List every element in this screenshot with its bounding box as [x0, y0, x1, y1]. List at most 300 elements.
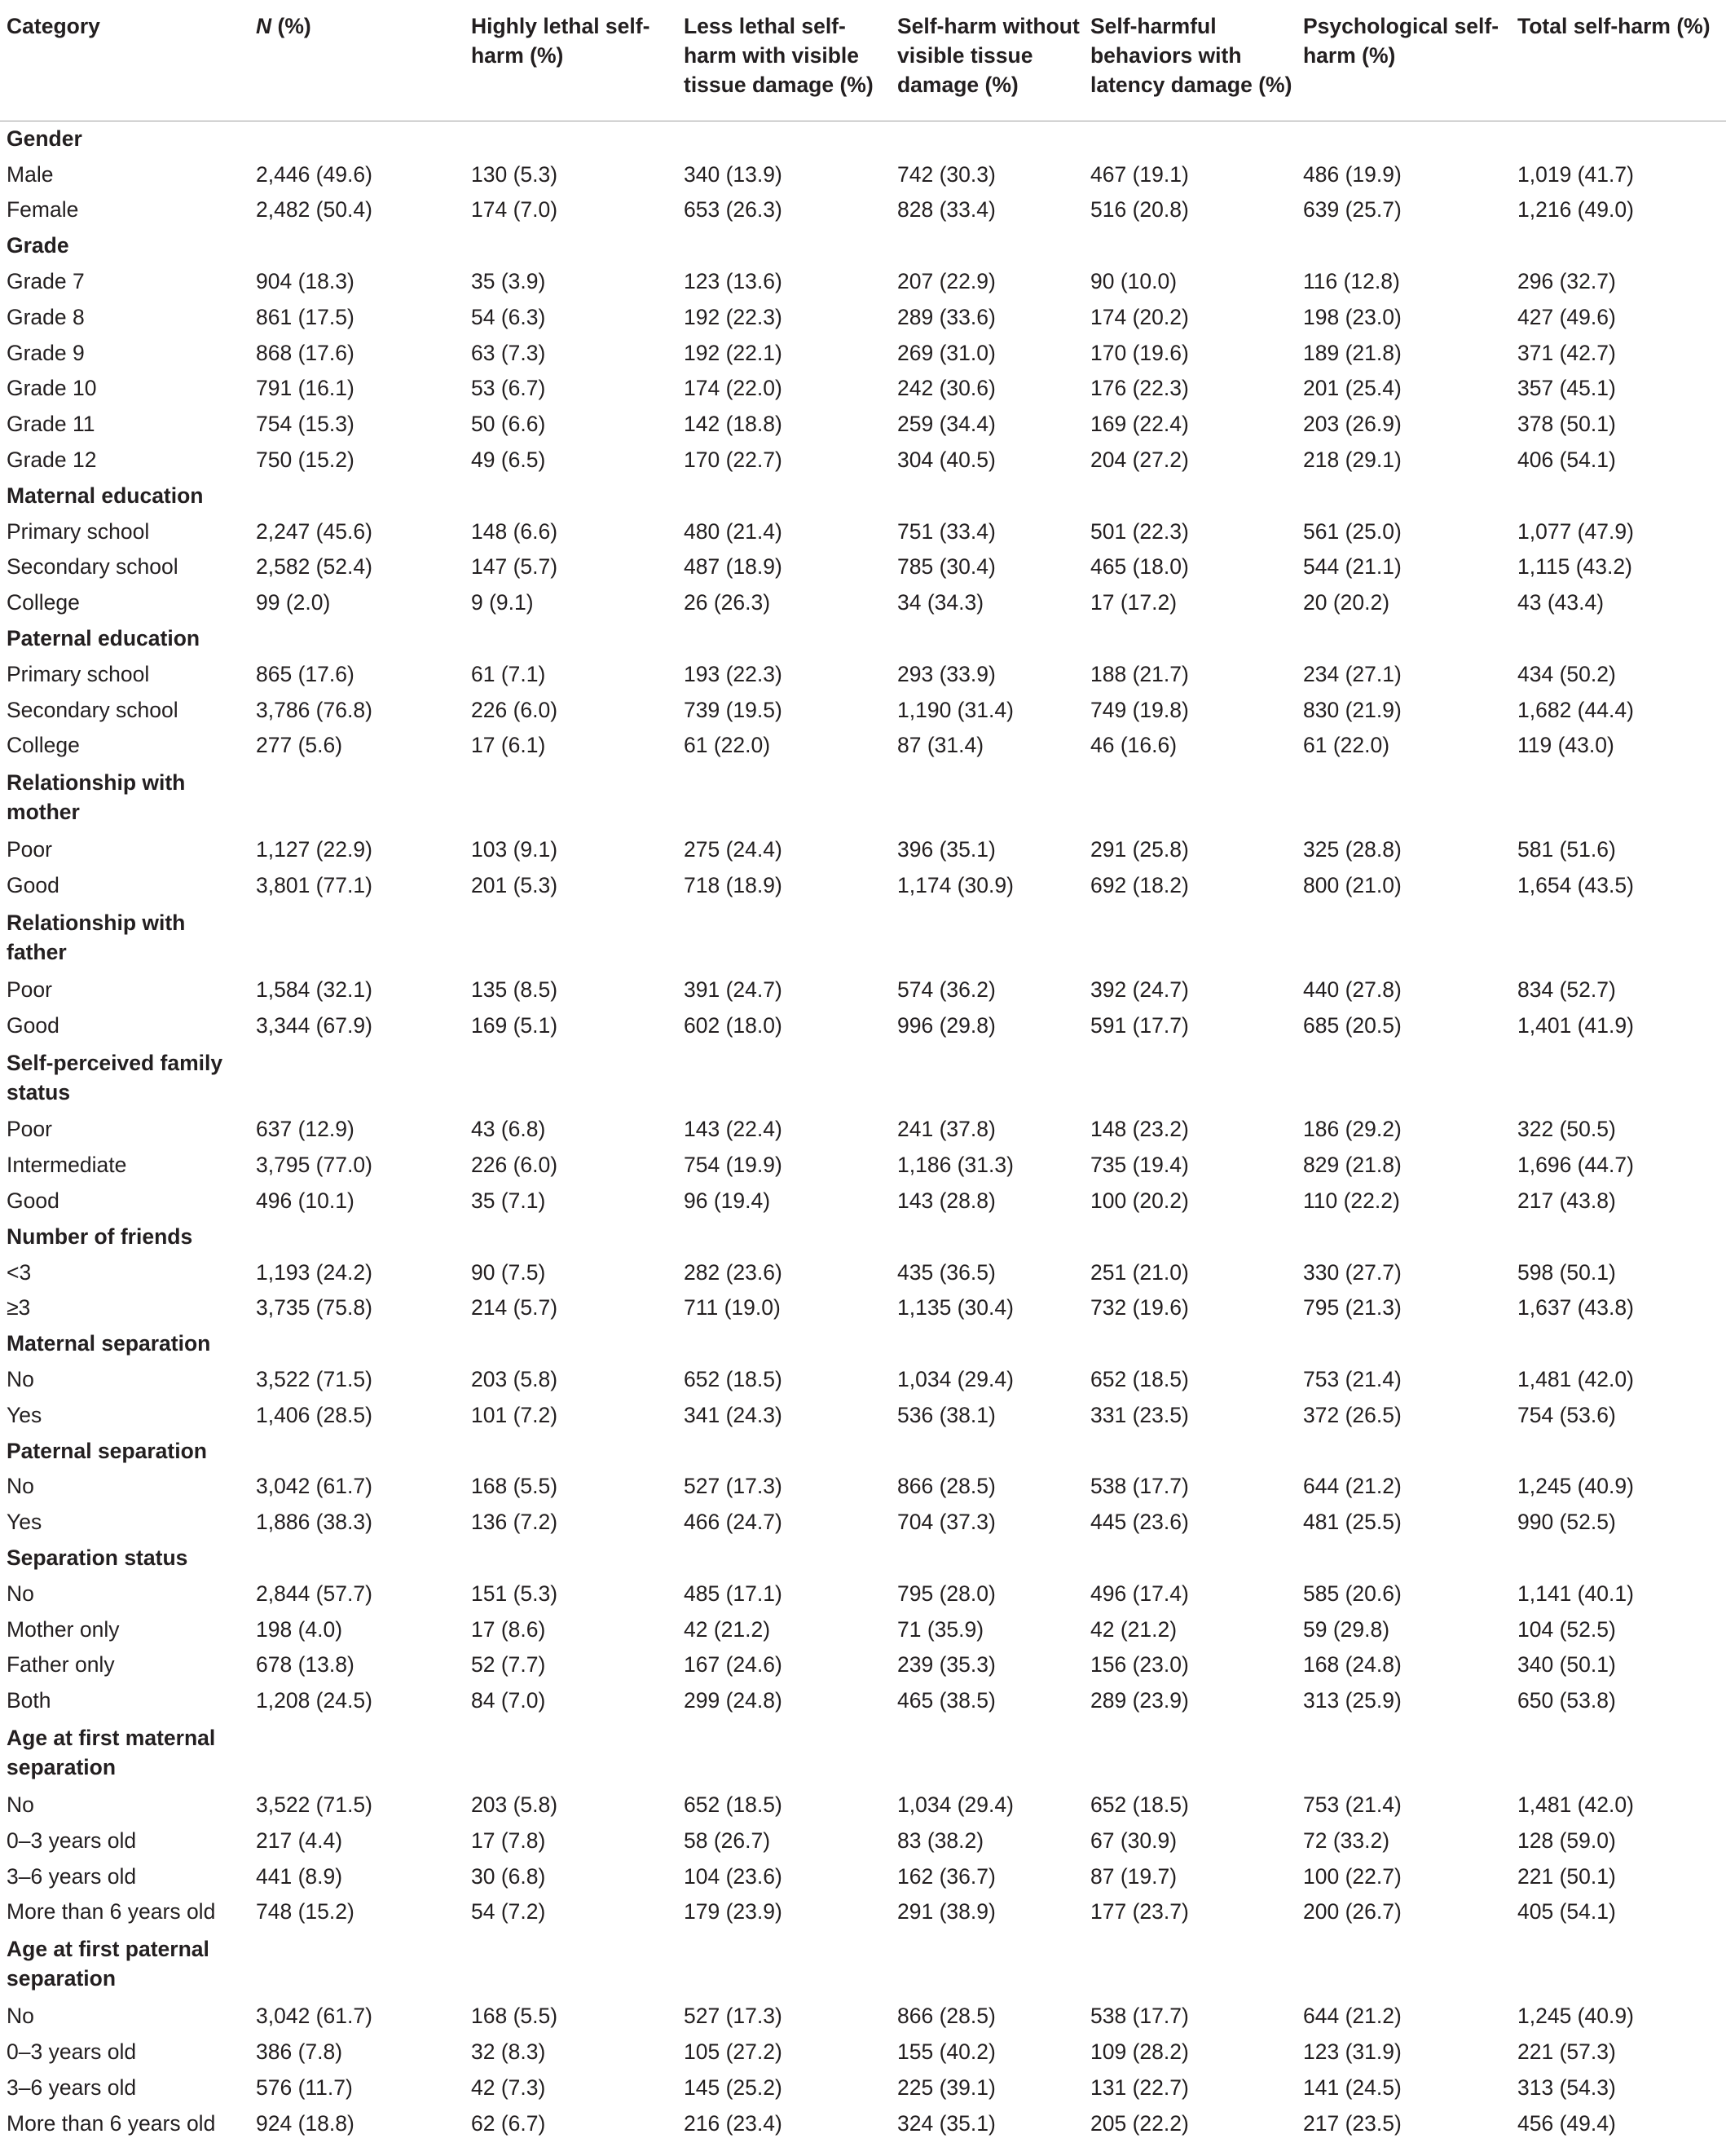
table-cell: 214 (5.7): [471, 1295, 558, 1320]
empty-cell: [891, 1433, 1084, 1469]
table-cell: 54 (7.2): [471, 1899, 546, 1925]
table-cell: 1,682 (44.4): [1517, 697, 1634, 722]
table-cell: 87 (31.4): [897, 733, 984, 758]
row-label: More than 6 years old: [7, 2110, 216, 2136]
row-label: Primary school: [7, 518, 150, 544]
table-cell: 49 (6.5): [471, 448, 546, 473]
table-row: [0, 1290, 1726, 1326]
table-cell: 169 (5.1): [471, 1012, 558, 1038]
table-row: [0, 1397, 1726, 1433]
table-cell: 754 (53.6): [1517, 1402, 1616, 1427]
table-cell: 536 (38.1): [897, 1402, 996, 1427]
table-cell: 313 (54.3): [1517, 2074, 1616, 2100]
table-cell: 692 (18.2): [1090, 873, 1189, 898]
table-cell: 42 (7.3): [471, 2074, 546, 2100]
table-row: [0, 584, 1726, 620]
table-cell: 221 (57.3): [1517, 2039, 1616, 2064]
table-cell: 996 (29.8): [897, 1012, 996, 1038]
table-row: [0, 1183, 1726, 1219]
table-cell: 61 (7.1): [471, 661, 546, 686]
table-row: [0, 442, 1726, 478]
table-cell: 226 (6.0): [471, 697, 558, 722]
table-cell: 67 (30.9): [1090, 1828, 1178, 1853]
row-label: No: [7, 1581, 34, 1606]
row-label: Good: [7, 873, 59, 898]
table-cell: 167 (24.6): [684, 1652, 782, 1678]
table-cell: 104 (23.6): [684, 1863, 782, 1889]
table-cell: 162 (36.7): [897, 1863, 996, 1889]
table-cell: 123 (13.6): [684, 269, 782, 294]
empty-cell: [1297, 478, 1511, 514]
table-cell: 17 (7.8): [471, 1828, 546, 1853]
table-cell: 1,019 (41.7): [1517, 161, 1634, 187]
table-cell: 829 (21.8): [1303, 1153, 1402, 1178]
table-cell: 341 (24.3): [684, 1402, 782, 1427]
row-label: No: [7, 2004, 34, 2029]
table-cell: 177 (23.7): [1090, 1899, 1189, 1925]
table-cell: 866 (28.5): [897, 1474, 996, 1499]
table-cell: 785 (30.4): [897, 554, 996, 580]
empty-cell: [249, 227, 465, 263]
section-title: Gender: [7, 126, 82, 152]
table-row: [0, 2105, 1726, 2141]
section-title: Maternal separation: [7, 1331, 211, 1356]
section-title: Relationship with mother: [7, 770, 186, 825]
empty-cell: [891, 1219, 1084, 1254]
table-row: [0, 1254, 1726, 1290]
table-cell: 3,795 (77.0): [256, 1153, 372, 1178]
table-cell: 516 (20.8): [1090, 197, 1189, 223]
empty-cell: [891, 478, 1084, 514]
table-cell: 141 (24.5): [1303, 2074, 1402, 2100]
empty-cell: [1511, 478, 1726, 514]
table-cell: 119 (43.0): [1517, 733, 1614, 758]
empty-cell: [1511, 1718, 1726, 1787]
empty-cell: [465, 620, 677, 656]
table-cell: 795 (21.3): [1303, 1295, 1402, 1320]
table-cell: 391 (24.7): [684, 977, 782, 1002]
empty-cell: [677, 1043, 891, 1112]
table-cell: 61 (22.0): [684, 733, 771, 758]
table-cell: 1,115 (43.2): [1517, 554, 1632, 580]
section-title: Number of friends: [7, 1223, 193, 1249]
table-cell: 406 (54.1): [1517, 448, 1616, 473]
empty-cell: [249, 1929, 465, 1998]
table-cell: 331 (23.5): [1090, 1402, 1189, 1427]
empty-cell: [1511, 1043, 1726, 1112]
table-cell: 828 (33.4): [897, 197, 996, 223]
table-cell: 61 (22.0): [1303, 733, 1390, 758]
empty-cell: [1297, 1433, 1511, 1469]
table-cell: 148 (23.2): [1090, 1117, 1189, 1142]
row-label: Grade 8: [7, 304, 85, 329]
table-cell: 1,077 (47.9): [1517, 518, 1634, 544]
table-row: [0, 1007, 1726, 1043]
empty-cell: [465, 1929, 677, 1998]
table-cell: 201 (5.3): [471, 873, 558, 898]
table-cell: 105 (27.2): [684, 2039, 782, 2064]
table-cell: 72 (33.2): [1303, 1828, 1390, 1853]
row-label: More than 6 years old: [7, 1899, 216, 1925]
table-cell: 116 (12.8): [1303, 269, 1400, 294]
table-cell: 392 (24.7): [1090, 977, 1189, 1002]
empty-cell: [891, 1929, 1084, 1998]
empty-cell: [891, 227, 1084, 263]
table-cell: 602 (18.0): [684, 1012, 782, 1038]
empty-cell: [891, 121, 1084, 157]
empty-cell: [1511, 121, 1726, 157]
table-cell: 90 (7.5): [471, 1259, 546, 1285]
table-cell: 576 (11.7): [256, 2074, 353, 2100]
empty-cell: [1084, 1043, 1297, 1112]
table-cell: 585 (20.6): [1303, 1581, 1402, 1606]
empty-cell: [465, 1325, 677, 1361]
table-cell: 269 (31.0): [897, 340, 996, 365]
empty-cell: [1511, 1540, 1726, 1576]
empty-cell: [677, 1433, 891, 1469]
table-cell: 234 (27.1): [1303, 661, 1402, 686]
header-highly-lethal: Highly lethal self-harm (%): [465, 0, 677, 121]
table-cell: 96 (19.4): [684, 1188, 771, 1214]
table-cell: 1,190 (31.4): [897, 697, 1014, 722]
table-cell: 203 (26.9): [1303, 412, 1402, 437]
table-row: [0, 1858, 1726, 1894]
empty-cell: [1084, 1540, 1297, 1576]
empty-cell: [1297, 903, 1511, 972]
section-header-row: [0, 1043, 1726, 1112]
table-cell: 652 (18.5): [1090, 1367, 1189, 1391]
table-cell: 151 (5.3): [471, 1581, 558, 1606]
table-cell: 324 (35.1): [897, 2110, 996, 2136]
table-cell: 1,584 (32.1): [256, 977, 372, 1002]
table-cell: 678 (13.8): [256, 1652, 354, 1678]
table-cell: 170 (19.6): [1090, 340, 1189, 365]
row-label: 0–3 years old: [7, 1828, 137, 1853]
table-row: [0, 656, 1726, 692]
table-cell: 340 (50.1): [1517, 1652, 1616, 1678]
row-label: Grade 10: [7, 376, 97, 401]
table-cell: 1,637 (43.8): [1517, 1295, 1634, 1320]
table-cell: 704 (37.3): [897, 1510, 996, 1535]
table-cell: 330 (27.7): [1303, 1259, 1402, 1285]
table-cell: 861 (17.5): [256, 304, 354, 329]
empty-cell: [1511, 1325, 1726, 1361]
table-cell: 205 (22.2): [1090, 2110, 1189, 2136]
table-cell: 434 (50.2): [1517, 661, 1616, 686]
table-cell: 71 (35.9): [897, 1616, 984, 1642]
table-cell: 2,582 (52.4): [256, 554, 372, 580]
empty-cell: [677, 227, 891, 263]
table-cell: 440 (27.8): [1303, 977, 1402, 1002]
table-cell: 226 (6.0): [471, 1153, 558, 1178]
table-cell: 3,735 (75.8): [256, 1295, 372, 1320]
table-cell: 2,844 (57.7): [256, 1581, 372, 1606]
table-cell: 465 (18.0): [1090, 554, 1189, 580]
table-cell: 217 (4.4): [256, 1828, 343, 1853]
table-cell: 186 (29.2): [1303, 1117, 1402, 1142]
table-cell: 291 (25.8): [1090, 837, 1189, 862]
empty-cell: [1511, 763, 1726, 831]
table-cell: 52 (7.7): [471, 1652, 546, 1678]
table-row: [0, 157, 1726, 192]
empty-cell: [891, 1718, 1084, 1787]
table-cell: 218 (29.1): [1303, 448, 1402, 473]
empty-cell: [1297, 620, 1511, 656]
table-cell: 441 (8.9): [256, 1863, 343, 1889]
table-cell: 739 (19.5): [684, 697, 782, 722]
table-cell: 396 (35.1): [897, 837, 996, 862]
section-title: Paternal education: [7, 626, 200, 651]
section-header-row: [0, 903, 1726, 972]
table-row: [0, 1998, 1726, 2034]
empty-cell: [677, 1219, 891, 1254]
table-cell: 217 (23.5): [1303, 2110, 1402, 2136]
empty-cell: [677, 1929, 891, 1998]
empty-cell: [1297, 227, 1511, 263]
table-cell: 1,481 (42.0): [1517, 1367, 1634, 1391]
table-cell: 2,446 (49.6): [256, 161, 372, 187]
table-row: [0, 867, 1726, 903]
table-cell: 259 (34.4): [897, 412, 996, 437]
table-cell: 84 (7.0): [471, 1688, 546, 1713]
table-cell: 538 (17.7): [1090, 1474, 1189, 1499]
section-header-row: [0, 763, 1726, 831]
table-row: [0, 1112, 1726, 1148]
table-cell: 188 (21.7): [1090, 661, 1189, 686]
section-header-row: [0, 1433, 1726, 1469]
table-cell: 289 (33.6): [897, 304, 996, 329]
table-cell: 142 (18.8): [684, 412, 782, 437]
table-cell: 3,522 (71.5): [256, 1792, 372, 1817]
table-cell: 174 (22.0): [684, 376, 782, 401]
row-label: Grade 9: [7, 340, 85, 365]
table-cell: 17 (6.1): [471, 733, 546, 758]
table-cell: 467 (19.1): [1090, 161, 1189, 187]
table-cell: 100 (22.7): [1303, 1863, 1402, 1889]
table-row: [0, 692, 1726, 728]
table-cell: 204 (27.2): [1090, 448, 1189, 473]
table-cell: 1,406 (28.5): [256, 1402, 372, 1427]
table-cell: 1,216 (49.0): [1517, 197, 1634, 223]
row-label: Yes: [7, 1402, 42, 1427]
table-row: [0, 1787, 1726, 1823]
table-cell: 1,654 (43.5): [1517, 873, 1634, 898]
table-cell: 637 (12.9): [256, 1117, 354, 1142]
table-cell: 145 (25.2): [684, 2074, 782, 2100]
table-cell: 405 (54.1): [1517, 1899, 1616, 1925]
header-category: Category: [0, 0, 249, 121]
table-cell: 101 (7.2): [471, 1402, 558, 1427]
empty-cell: [1084, 1325, 1297, 1361]
table-cell: 100 (20.2): [1090, 1188, 1189, 1214]
table-cell: 99 (2.0): [256, 590, 331, 615]
empty-cell: [1084, 1219, 1297, 1254]
table-cell: 304 (40.5): [897, 448, 996, 473]
empty-cell: [891, 903, 1084, 972]
table-cell: 216 (23.4): [684, 2110, 782, 2136]
table-row: [0, 263, 1726, 299]
table-cell: 924 (18.8): [256, 2110, 354, 2136]
row-label: Good: [7, 1188, 59, 1214]
table-cell: 598 (50.1): [1517, 1259, 1616, 1285]
table-cell: 1,245 (40.9): [1517, 1474, 1634, 1499]
table-cell: 1,135 (30.4): [897, 1295, 1014, 1320]
table-cell: 865 (17.6): [256, 661, 354, 686]
table-cell: 221 (50.1): [1517, 1863, 1616, 1889]
table-cell: 241 (37.8): [897, 1117, 996, 1142]
table-cell: 30 (6.8): [471, 1863, 546, 1889]
table-cell: 322 (50.5): [1517, 1117, 1616, 1142]
table-cell: 293 (33.9): [897, 661, 996, 686]
row-label: 3–6 years old: [7, 2074, 137, 2100]
empty-cell: [465, 903, 677, 972]
table-cell: 58 (26.7): [684, 1828, 771, 1853]
header-latency-damage: Self-harmful behaviors with latency damage (%): [1084, 0, 1297, 121]
row-label: 0–3 years old: [7, 2039, 137, 2064]
table-row: [0, 1147, 1726, 1183]
table-row: [0, 299, 1726, 335]
table-cell: 128 (59.0): [1517, 1828, 1616, 1853]
table-row: [0, 1469, 1726, 1505]
table-cell: 3,786 (76.8): [256, 697, 372, 722]
table-cell: 485 (17.1): [684, 1581, 782, 1606]
empty-cell: [465, 1718, 677, 1787]
table-cell: 3,522 (71.5): [256, 1367, 372, 1391]
table-cell: 179 (23.9): [684, 1899, 782, 1925]
table-cell: 3,042 (61.7): [256, 2004, 372, 2029]
table-cell: 800 (21.0): [1303, 873, 1402, 898]
row-label: Primary school: [7, 661, 150, 686]
section-header-row: [0, 227, 1726, 263]
table-row: [0, 1894, 1726, 1929]
table-cell: 711 (19.0): [684, 1295, 781, 1320]
table-cell: 156 (23.0): [1090, 1652, 1189, 1678]
table-cell: 34 (34.3): [897, 590, 984, 615]
table-cell: 143 (22.4): [684, 1117, 782, 1142]
table-cell: 168 (5.5): [471, 1474, 558, 1499]
row-label: Poor: [7, 1117, 52, 1142]
table-cell: 203 (5.8): [471, 1792, 558, 1817]
table-body: [0, 121, 1726, 2141]
empty-cell: [249, 1043, 465, 1112]
empty-cell: [1511, 903, 1726, 972]
table-row: [0, 549, 1726, 585]
table-cell: 650 (53.8): [1517, 1688, 1616, 1713]
section-header-row: [0, 1718, 1726, 1787]
row-label: Male: [7, 161, 54, 187]
empty-cell: [1511, 227, 1726, 263]
empty-cell: [1084, 903, 1297, 972]
table-cell: 217 (43.8): [1517, 1188, 1616, 1214]
table-cell: 189 (21.8): [1303, 340, 1402, 365]
table-cell: 299 (24.8): [684, 1688, 782, 1713]
table-cell: 130 (5.3): [471, 161, 558, 187]
table-cell: 2,482 (50.4): [256, 197, 372, 223]
row-label: Secondary school: [7, 554, 178, 580]
empty-cell: [465, 121, 677, 157]
empty-cell: [465, 763, 677, 831]
table-cell: 751 (33.4): [897, 518, 996, 544]
row-label: Female: [7, 197, 79, 223]
row-label: Poor: [7, 977, 52, 1002]
table-cell: 3,801 (77.1): [256, 873, 372, 898]
table-row: [0, 1682, 1726, 1718]
table-cell: 32 (8.3): [471, 2039, 546, 2064]
table-cell: 1,034 (29.4): [897, 1792, 1014, 1817]
table-cell: 42 (21.2): [1090, 1616, 1178, 1642]
empty-cell: [1297, 1540, 1511, 1576]
table-cell: 435 (36.5): [897, 1259, 996, 1285]
table-cell: 3,344 (67.9): [256, 1012, 372, 1038]
table-cell: 53 (6.7): [471, 376, 546, 401]
table-cell: 742 (30.3): [897, 161, 996, 187]
table-cell: 289 (23.9): [1090, 1688, 1189, 1713]
table-cell: 242 (30.6): [897, 376, 996, 401]
empty-cell: [1297, 121, 1511, 157]
table-cell: 372 (26.5): [1303, 1402, 1402, 1427]
table-row: [0, 1647, 1726, 1682]
table-cell: 198 (23.0): [1303, 304, 1402, 329]
empty-cell: [1084, 1718, 1297, 1787]
table-row: [0, 728, 1726, 764]
table-cell: 1,193 (24.2): [256, 1259, 372, 1285]
empty-cell: [677, 1325, 891, 1361]
table-cell: 653 (26.3): [684, 197, 782, 223]
table-cell: 1,208 (24.5): [256, 1688, 372, 1713]
row-label: Both: [7, 1688, 51, 1713]
table-cell: 109 (28.2): [1090, 2039, 1189, 2064]
table-cell: 143 (28.8): [897, 1188, 996, 1214]
table-cell: 168 (24.8): [1303, 1652, 1402, 1678]
table-cell: 1,174 (30.9): [897, 873, 1014, 898]
row-label: College: [7, 733, 80, 758]
table-cell: 203 (5.8): [471, 1367, 558, 1391]
empty-cell: [249, 620, 465, 656]
empty-cell: [677, 1540, 891, 1576]
table-cell: 169 (22.4): [1090, 412, 1189, 437]
empty-cell: [249, 903, 465, 972]
row-label: College: [7, 590, 80, 615]
table-cell: 1,127 (22.9): [256, 837, 372, 862]
table-cell: 192 (22.3): [684, 304, 782, 329]
empty-cell: [1511, 1433, 1726, 1469]
table-cell: 198 (4.0): [256, 1616, 343, 1642]
table-cell: 54 (6.3): [471, 304, 546, 329]
table-cell: 753 (21.4): [1303, 1792, 1402, 1817]
table-cell: 795 (28.0): [897, 1581, 996, 1606]
table-row: [0, 1576, 1726, 1611]
row-label: 3–6 years old: [7, 1863, 137, 1889]
table-row: [0, 2034, 1726, 2070]
empty-cell: [249, 478, 465, 514]
table-cell: 754 (19.9): [684, 1153, 782, 1178]
empty-cell: [249, 1718, 465, 1787]
empty-cell: [465, 1540, 677, 1576]
table-row: [0, 1504, 1726, 1540]
table-cell: 357 (45.1): [1517, 376, 1616, 401]
table-cell: 735 (19.4): [1090, 1153, 1189, 1178]
empty-cell: [891, 1043, 1084, 1112]
table-cell: 170 (22.7): [684, 448, 782, 473]
section-header-row: [0, 1219, 1726, 1254]
row-label: Mother only: [7, 1616, 120, 1642]
empty-cell: [891, 620, 1084, 656]
section-header-row: [0, 478, 1726, 514]
table-row: [0, 1611, 1726, 1647]
row-label: Poor: [7, 837, 52, 862]
row-label: Grade 7: [7, 269, 85, 294]
empty-cell: [1297, 1929, 1511, 1998]
